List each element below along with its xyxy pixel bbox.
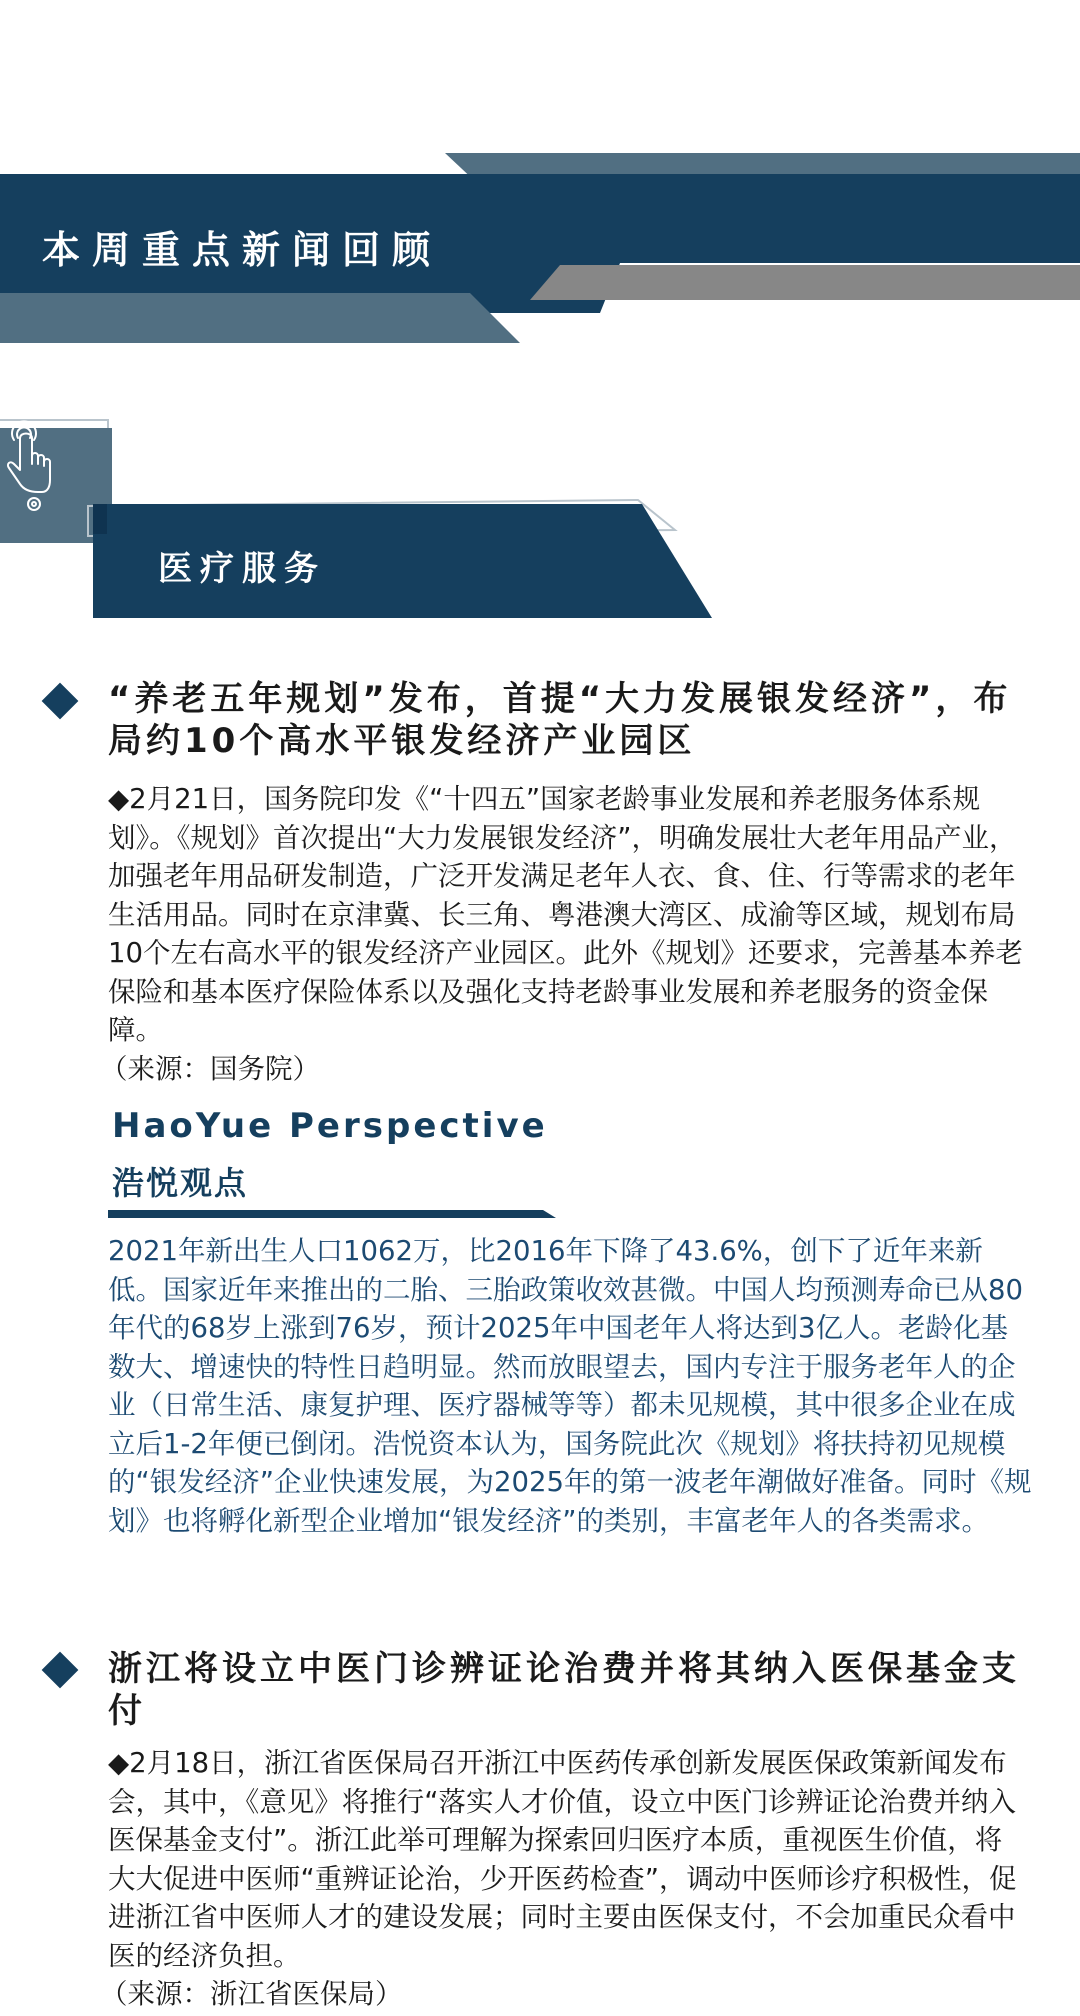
section-title: 医疗服务 <box>158 549 326 589</box>
news-body-text: ◆2月21日，国务院印发《“十四五”国家老龄事业发展和养老服务体系规划》。《规划》首次提出“大力发展银发经济”，明确发展壮大老年用品产业，加强老年用品研发制造，广泛开发满足老年人衣、食、住、行等需求的老年生活用品。同时在京津冀、长三角、粤港澳大湾区、成渝等区域，规划布局10个左右高水平的银发经济产业园区。此外《规划》还要求，完善基本养老保险和基本医疗保险体系以及强化支持老龄事业发展和养老服务的资金保障。 <box>108 783 1023 1046</box>
news-bullet-icon <box>42 683 79 720</box>
news-bullet-icon <box>42 1652 79 1689</box>
news-body <box>100 1744 1028 2014</box>
news-source: （来源：国务院） <box>100 1052 320 1085</box>
header-banner <box>0 150 1080 350</box>
banner-title: 本周重点新闻回顾 <box>42 228 443 272</box>
section-header <box>0 418 720 623</box>
news-body <box>100 780 1028 1088</box>
perspective-title-cn: 浩悦观点 <box>112 1164 249 1202</box>
perspective-body: 2021年新出生人口1062万，比2016年下降了43.6%，创下了近年来新低。国家近年来推出的二胎、三胎政策收效甚微。中国人均预测寿命已从80年代的68岁上涨到76岁，预计2025年中国老年人将达到3亿人。老龄化基数大、增速快的特性日趋明显。然而放眼望去，国内专注于服务老年人的企业（日常生活、康复护理、医疗器械等等）都未见规模，其中很多企业在成立后1-2年便已倒闭。浩悦资本认为，国务院此次《规划》将扶持初见规模的“银发经济”企业快速发展，为2025年的第一波老年潮做好准备。同时《规划》也将孵化新型企业增加“银发经济”的类别，丰富老年人的各类需求。 <box>108 1235 1032 1537</box>
perspective-divider <box>108 1210 556 1218</box>
news-title: “养老五年规划”发布，首提“大力发展银发经济”，布局约10个高水平银发经济产业园区 <box>108 679 1012 761</box>
perspective-title-en: HaoYue Perspective <box>112 1106 548 1146</box>
news-source: （来源：浙江省医保局） <box>100 1978 403 2010</box>
news-body-text: ◆2月18日，浙江省医保局召开浙江中医药传承创新发展医保政策新闻发布会，其中，《意见》将推行“落实人才价值，设立中医门诊辨证论治费并纳入医保基金支付”。浙江此举可理解为探索回归医疗本质，重视医生价值，将大大促进中医师“重辨证论治，少开医药检查”，调动中医师诊疗积极性，促进浙江省中医师人才的建设发展；同时主要由医保支付，不会加重民众看中医的经济负担。 <box>108 1747 1017 1972</box>
news-title: 浙江将设立中医门诊辨证论治费并将其纳入医保基金支付 <box>108 1649 1020 1731</box>
section-header-shape <box>0 418 720 623</box>
touch-hand-icon <box>0 418 60 512</box>
